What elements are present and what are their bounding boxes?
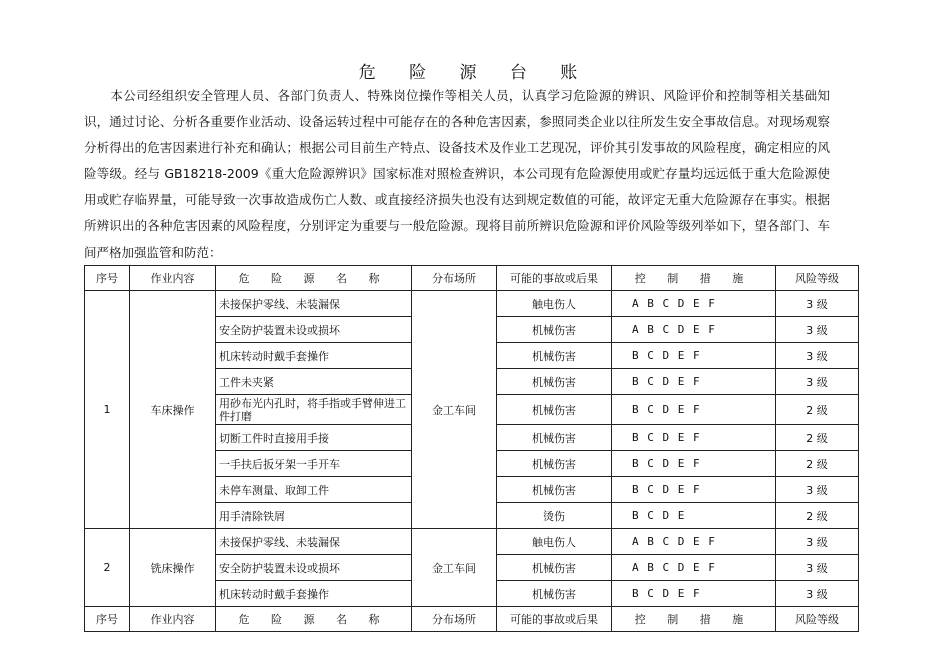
col-hazard-header: 危 险 源 名 称 (216, 266, 412, 291)
consequence: 机械伤害 (497, 581, 612, 607)
row-number: 2 (85, 529, 130, 607)
consequence: 机械伤害 (497, 317, 612, 343)
consequence: 机械伤害 (497, 395, 612, 425)
consequence: 触电伤人 (497, 529, 612, 555)
col-task-header: 作业内容 (130, 607, 216, 632)
control-measures: B C D E F (612, 581, 776, 607)
hazard-name: 一手扶后扳牙架一手开车 (216, 451, 412, 477)
col-control-header: 控 制 措 施 (612, 607, 776, 632)
col-level-header: 风险等级 (776, 607, 859, 632)
hazard-name: 机床转动时戴手套操作 (216, 343, 412, 369)
hazard-name: 用砂布光内孔时，将手指或手臂伸进工件打磨 (216, 395, 412, 425)
col-level-header: 风险等级 (776, 266, 859, 291)
col-hazard-header: 危 险 源 名 称 (216, 607, 412, 632)
col-result-header: 可能的事故或后果 (497, 607, 612, 632)
table-row (85, 529, 859, 555)
hazard-name: 机床转动时戴手套操作 (216, 581, 412, 607)
control-measures: A B C D E F (612, 291, 776, 317)
control-measures: A B C D E F (612, 529, 776, 555)
consequence: 机械伤害 (497, 451, 612, 477)
control-measures: A B C D E F (612, 317, 776, 343)
table-header-row (85, 607, 859, 632)
risk-level: 3 级 (776, 369, 859, 395)
hazard-name: 未接保护零线、未装漏保 (216, 529, 412, 555)
control-measures: B C D E F (612, 369, 776, 395)
risk-level: 3 级 (776, 555, 859, 581)
intro-text: 本公司经组织安全管理人员、各部门负责人、特殊岗位操作等相关人员，认真学习危险源的辨识、风险评价和控制等相关基础知识，通过讨论、分析各重要作业活动、设备运转过程中可能存在的各种危害因素，参照同类企业以往所发生安全事故信息。对现场观察分析得出的危害因素进行补充和确认；根据公司目前生产特点、设备技术及作业工艺现况，评价其引发事故的风险程度，确定相应的风险等级。经与 GB18218-2009《重大危险源辨识》国家标准对照检查辨识，本公司现有危险源使用或贮存量均远远低于重大危险源使用或贮存临界量，可能导致一次事故造成伤亡人数、或直接经济损失也没有达到规定数值的可能，故评定无重大危险源存在事实。根据所辨识出的各种危害因素的风险程度，分别评定为重要与一般危险源。现将目前所辨识危险源和评价风险等级列举如下，望各部门、车间严格加强监管和防范： (84, 88, 830, 260)
col-task-header: 作业内容 (130, 266, 216, 291)
col-result-header: 可能的事故或后果 (497, 266, 612, 291)
consequence: 机械伤害 (497, 555, 612, 581)
page-title: 危 险 源 台 账 (358, 63, 592, 83)
row-number: 1 (85, 291, 130, 529)
control-measures: A B C D E F (612, 555, 776, 581)
hazard-name: 安全防护装置未设或损坏 (216, 555, 412, 581)
risk-level: 2 级 (776, 503, 859, 529)
risk-level: 3 级 (776, 291, 859, 317)
table-row (85, 291, 859, 317)
task-name: 铣床操作 (130, 529, 216, 607)
col-control-header: 控 制 措 施 (612, 266, 776, 291)
hazard-name: 未停车测量、取卸工件 (216, 477, 412, 503)
intro-paragraph (84, 83, 830, 266)
location: 金工车间 (412, 291, 497, 529)
col-place-header: 分布场所 (412, 607, 497, 632)
col-no-header: 序号 (85, 607, 130, 632)
risk-level: 3 级 (776, 343, 859, 369)
location: 金工车间 (412, 529, 497, 607)
consequence: 机械伤害 (497, 477, 612, 503)
consequence: 触电伤人 (497, 291, 612, 317)
control-measures: B C D E F (612, 477, 776, 503)
consequence: 机械伤害 (497, 343, 612, 369)
risk-level: 2 级 (776, 395, 859, 425)
control-measures: B C D E (612, 503, 776, 529)
risk-level: 2 级 (776, 425, 859, 451)
risk-level: 3 级 (776, 529, 859, 555)
hazard-name: 工件未夹紧 (216, 369, 412, 395)
control-measures: B C D E F (612, 395, 776, 425)
control-measures: B C D E F (612, 425, 776, 451)
consequence: 机械伤害 (497, 425, 612, 451)
consequence: 烫伤 (497, 503, 612, 529)
consequence: 机械伤害 (497, 369, 612, 395)
risk-level: 3 级 (776, 477, 859, 503)
risk-level: 3 级 (776, 317, 859, 343)
col-place-header: 分布场所 (412, 266, 497, 291)
hazard-register-table (84, 265, 859, 632)
risk-level: 2 级 (776, 451, 859, 477)
table-header-row (85, 266, 859, 291)
col-no-header: 序号 (85, 266, 130, 291)
task-name: 车床操作 (130, 291, 216, 529)
risk-level: 3 级 (776, 581, 859, 607)
hazard-name: 切断工件时直接用手接 (216, 425, 412, 451)
hazard-name: 用手清除铁屑 (216, 503, 412, 529)
hazard-name: 安全防护装置未设或损坏 (216, 317, 412, 343)
control-measures: B C D E F (612, 343, 776, 369)
hazard-name: 未接保护零线、未装漏保 (216, 291, 412, 317)
control-measures: B C D E F (612, 451, 776, 477)
